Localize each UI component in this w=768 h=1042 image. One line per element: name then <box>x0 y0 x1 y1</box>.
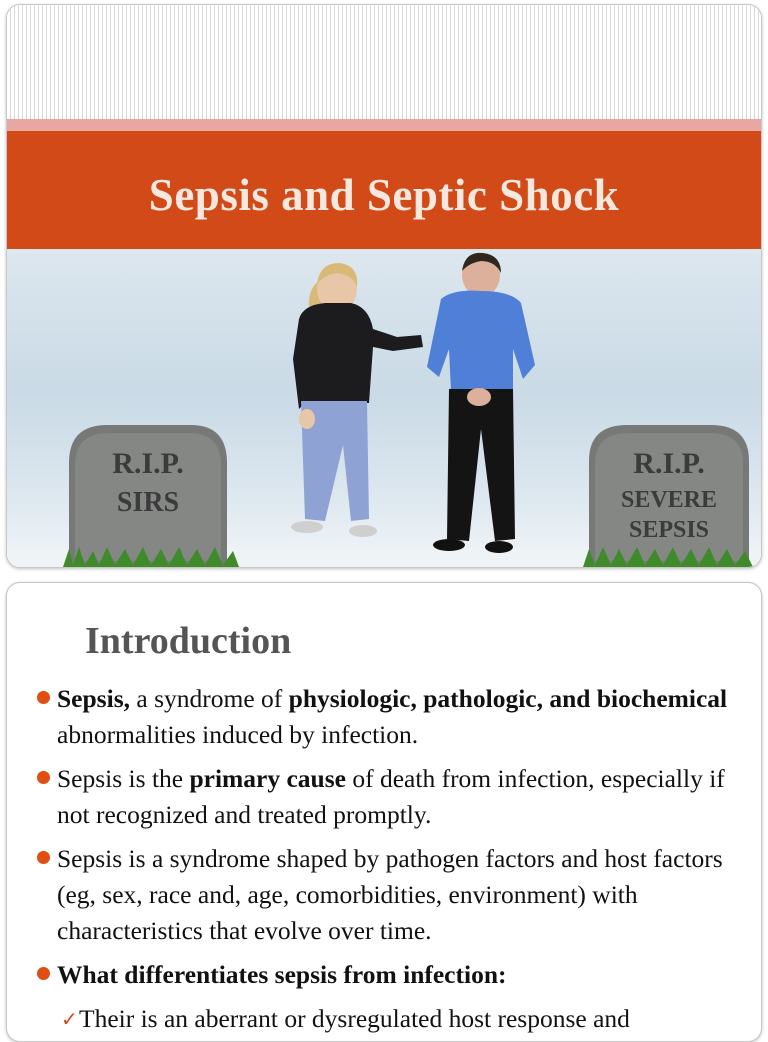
bullet-dot-icon <box>37 967 50 980</box>
tombstone-right-line2: SEVERE <box>620 487 718 513</box>
bullet-dot-icon <box>37 771 50 784</box>
tombstone-right-line3: SEPSIS <box>628 517 710 543</box>
title-slide <box>6 4 762 568</box>
bullet-item <box>37 957 747 993</box>
checkmark-icon: ✓ <box>61 1007 78 1031</box>
title-band <box>7 131 761 249</box>
bullet-dot-icon <box>37 851 50 864</box>
tombstone-right-line1: R.I.P. <box>633 447 705 480</box>
bullet-list <box>37 681 747 1037</box>
bullet-text: Sepsis is the <box>57 764 190 793</box>
sub-bullet-text: Their is an aberrant or dysregulated host response and <box>79 1004 630 1033</box>
tombstone-left-line1: R.I.P. <box>112 447 184 480</box>
slide-title: Sepsis and Septic Shock <box>148 170 620 220</box>
accent-band <box>7 119 761 131</box>
woman-figure <box>291 263 423 537</box>
bullet-item <box>37 681 747 753</box>
striped-header <box>7 5 761 119</box>
bullet-text: abnormalities induced by infection. <box>57 720 419 749</box>
bullet-bold-text: What differentiates sepsis from infection: <box>57 960 507 989</box>
man-figure <box>427 253 535 553</box>
sub-bullet-item <box>37 1001 747 1037</box>
bullet-bold-text: physiologic, pathologic, and biochemical <box>288 684 728 713</box>
bullet-item <box>37 761 747 833</box>
slide-heading: Introduction <box>85 620 292 662</box>
graveyard-illustration <box>7 249 761 568</box>
bullet-text: of death from infection, especially if not recognized and treated promptly. <box>57 764 725 829</box>
bullet-bold-text: Sepsis, <box>57 684 130 713</box>
tombstone-left-line2: SIRS <box>116 487 180 518</box>
bullet-text: Sepsis is a syndrome shaped by pathogen factors and host factors (eg, sex, race and, age, comorbidities, environment) with characteristics that evolve over time. <box>57 844 723 945</box>
bullet-text: a syndrome of <box>130 684 289 713</box>
bullet-item <box>37 841 747 949</box>
bullet-bold-text: primary cause <box>189 764 346 793</box>
introduction-slide <box>6 582 762 1042</box>
bullet-dot-icon <box>37 691 50 704</box>
illustration-photo <box>7 249 761 568</box>
